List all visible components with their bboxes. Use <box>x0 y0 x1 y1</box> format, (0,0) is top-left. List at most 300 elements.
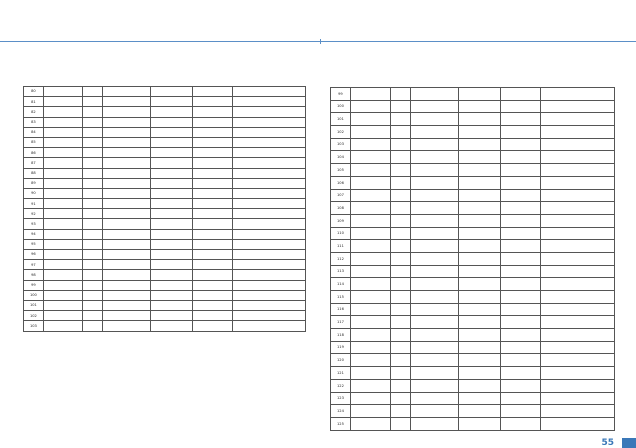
cell-no: 99 <box>24 280 44 290</box>
cell-notes <box>541 405 615 418</box>
cell-owner <box>458 240 501 253</box>
cell-no: 116 <box>331 303 351 316</box>
cell-notes <box>232 158 305 168</box>
cell-owner <box>458 278 501 291</box>
cell-type <box>83 270 103 280</box>
cell-no: 121 <box>331 367 351 380</box>
cell-location <box>102 107 150 117</box>
cell-owner <box>458 113 501 126</box>
cell-notes <box>541 341 615 354</box>
cell-no: 109 <box>331 214 351 227</box>
cell-no: 94 <box>24 229 44 239</box>
cell-name <box>43 280 82 290</box>
cell-owner <box>458 164 501 177</box>
cell-notes <box>232 97 305 107</box>
table-row <box>331 138 615 151</box>
cell-notes <box>232 260 305 270</box>
cell-no: 112 <box>331 252 351 265</box>
cell-location <box>102 127 150 137</box>
cell-notes <box>232 107 305 117</box>
cell-no: 103 <box>331 138 351 151</box>
cell-notes <box>232 178 305 188</box>
cell-name <box>350 189 390 202</box>
cell-owner <box>150 270 192 280</box>
cell-location <box>102 97 150 107</box>
cell-location <box>410 164 458 177</box>
cell-date <box>193 148 232 158</box>
cell-no: 124 <box>331 405 351 418</box>
cell-owner <box>458 151 501 164</box>
table-row <box>331 202 615 215</box>
cell-date <box>501 214 541 227</box>
cell-owner <box>150 107 192 117</box>
cell-location <box>102 260 150 270</box>
cell-location <box>102 87 150 97</box>
cell-location <box>102 311 150 321</box>
cell-name <box>43 107 82 117</box>
table-row <box>331 417 615 430</box>
cell-no: 106 <box>331 176 351 189</box>
cell-owner <box>458 176 501 189</box>
cell-date <box>501 88 541 101</box>
cell-no: 107 <box>331 189 351 202</box>
cell-location <box>410 405 458 418</box>
cell-type <box>390 202 410 215</box>
cell-notes <box>232 87 305 97</box>
cell-name <box>43 239 82 249</box>
table-row <box>24 300 306 310</box>
cell-date <box>193 209 232 219</box>
cell-owner <box>150 260 192 270</box>
cell-date <box>193 260 232 270</box>
cell-name <box>350 379 390 392</box>
cell-owner <box>458 354 501 367</box>
cell-type <box>83 321 103 331</box>
table-row <box>24 239 306 249</box>
cell-type <box>390 341 410 354</box>
cell-type <box>390 252 410 265</box>
table-row <box>331 126 615 139</box>
cell-name <box>350 252 390 265</box>
cell-location <box>102 158 150 168</box>
cell-location <box>410 240 458 253</box>
table-row <box>331 252 615 265</box>
cell-date <box>193 158 232 168</box>
cell-notes <box>541 164 615 177</box>
cell-date <box>193 321 232 331</box>
cell-date <box>193 219 232 229</box>
table-row <box>331 151 615 164</box>
table-row <box>331 214 615 227</box>
cell-name <box>43 178 82 188</box>
table-row <box>24 188 306 198</box>
cell-location <box>102 178 150 188</box>
cell-no: 101 <box>24 300 44 310</box>
cell-location <box>410 367 458 380</box>
cell-date <box>501 164 541 177</box>
cell-type <box>83 280 103 290</box>
cell-location <box>410 278 458 291</box>
cell-notes <box>541 417 615 430</box>
cell-name <box>350 341 390 354</box>
cell-no: 101 <box>331 113 351 126</box>
cell-notes <box>541 291 615 304</box>
cell-owner <box>458 316 501 329</box>
table-row <box>24 87 306 97</box>
cell-type <box>390 392 410 405</box>
cell-name <box>43 300 82 310</box>
table-row <box>24 209 306 219</box>
cell-type <box>390 354 410 367</box>
cell-name <box>350 329 390 342</box>
cell-location <box>410 227 458 240</box>
cell-owner <box>150 188 192 198</box>
cell-date <box>501 113 541 126</box>
cell-no: 89 <box>24 178 44 188</box>
cell-owner <box>458 138 501 151</box>
cell-location <box>102 168 150 178</box>
cell-owner <box>458 341 501 354</box>
cell-date <box>501 341 541 354</box>
cell-notes <box>541 354 615 367</box>
cell-date <box>193 107 232 117</box>
cell-date <box>501 265 541 278</box>
cell-location <box>410 113 458 126</box>
cell-name <box>43 137 82 147</box>
cell-type <box>83 300 103 310</box>
cell-date <box>501 176 541 189</box>
table-row <box>331 100 615 113</box>
cell-notes <box>541 316 615 329</box>
cell-no: 120 <box>331 354 351 367</box>
table-row <box>331 303 615 316</box>
cell-notes <box>232 148 305 158</box>
cell-date <box>193 137 232 147</box>
cell-notes <box>232 168 305 178</box>
cell-location <box>102 229 150 239</box>
cell-owner <box>150 117 192 127</box>
cell-notes <box>541 367 615 380</box>
cell-location <box>102 290 150 300</box>
cell-notes <box>232 127 305 137</box>
cell-date <box>193 311 232 321</box>
cell-type <box>390 151 410 164</box>
cell-notes <box>232 209 305 219</box>
table-row <box>24 321 306 331</box>
cell-owner <box>458 214 501 227</box>
cell-no: 108 <box>331 202 351 215</box>
cell-type <box>83 229 103 239</box>
cell-name <box>350 113 390 126</box>
header-rule <box>0 41 636 42</box>
table-row <box>331 291 615 304</box>
cell-date <box>501 252 541 265</box>
table-row <box>331 405 615 418</box>
cell-type <box>390 405 410 418</box>
cell-date <box>193 199 232 209</box>
cell-name <box>350 164 390 177</box>
cell-name <box>43 188 82 198</box>
cell-date <box>193 97 232 107</box>
cell-type <box>83 158 103 168</box>
cell-name <box>43 290 82 300</box>
cell-type <box>390 316 410 329</box>
cell-owner <box>458 126 501 139</box>
cell-name <box>350 176 390 189</box>
left-listing-table <box>23 86 306 332</box>
cell-location <box>410 379 458 392</box>
cell-name <box>350 354 390 367</box>
cell-date <box>501 126 541 139</box>
cell-notes <box>232 188 305 198</box>
cell-notes <box>541 202 615 215</box>
cell-owner <box>458 265 501 278</box>
cell-owner <box>150 239 192 249</box>
cell-owner <box>150 280 192 290</box>
header-rule-tick <box>320 39 321 44</box>
cell-owner <box>150 137 192 147</box>
cell-notes <box>541 240 615 253</box>
cell-owner <box>150 158 192 168</box>
cell-date <box>193 229 232 239</box>
cell-name <box>350 291 390 304</box>
table-row <box>331 316 615 329</box>
cell-no: 81 <box>24 97 44 107</box>
cell-notes <box>232 321 305 331</box>
cell-notes <box>232 270 305 280</box>
cell-notes <box>541 303 615 316</box>
cell-notes <box>541 100 615 113</box>
table-row <box>331 113 615 126</box>
cell-owner <box>458 379 501 392</box>
cell-date <box>501 240 541 253</box>
cell-no: 102 <box>24 311 44 321</box>
cell-no: 113 <box>331 265 351 278</box>
cell-location <box>410 265 458 278</box>
cell-date <box>501 291 541 304</box>
cell-no: 117 <box>331 316 351 329</box>
cell-notes <box>541 252 615 265</box>
cell-location <box>410 291 458 304</box>
cell-location <box>102 209 150 219</box>
table-row <box>24 137 306 147</box>
cell-owner <box>150 219 192 229</box>
cell-date <box>501 303 541 316</box>
cell-owner <box>150 209 192 219</box>
cell-no: 93 <box>24 219 44 229</box>
cell-location <box>102 148 150 158</box>
cell-name <box>350 316 390 329</box>
table-row <box>331 354 615 367</box>
table-row <box>331 227 615 240</box>
cell-name <box>350 138 390 151</box>
cell-notes <box>232 239 305 249</box>
cell-owner <box>458 100 501 113</box>
cell-name <box>43 127 82 137</box>
table-row <box>24 97 306 107</box>
cell-no: 92 <box>24 209 44 219</box>
cell-type <box>390 227 410 240</box>
cell-owner <box>150 168 192 178</box>
cell-notes <box>232 137 305 147</box>
cell-name <box>350 88 390 101</box>
table-row <box>331 176 615 189</box>
cell-location <box>102 188 150 198</box>
cell-type <box>390 265 410 278</box>
table-row <box>24 148 306 158</box>
cell-date <box>193 280 232 290</box>
cell-name <box>43 260 82 270</box>
cell-no: 103 <box>24 321 44 331</box>
cell-type <box>83 219 103 229</box>
cell-name <box>350 214 390 227</box>
cell-type <box>390 240 410 253</box>
cell-owner <box>458 291 501 304</box>
cell-type <box>390 291 410 304</box>
table-row <box>331 265 615 278</box>
cell-no: 122 <box>331 379 351 392</box>
cell-no: 115 <box>331 291 351 304</box>
table-row <box>24 260 306 270</box>
table-row <box>331 367 615 380</box>
cell-notes <box>232 117 305 127</box>
table-row <box>24 311 306 321</box>
cell-location <box>410 189 458 202</box>
cell-type <box>83 188 103 198</box>
table-row <box>331 164 615 177</box>
cell-date <box>501 138 541 151</box>
table-row <box>24 280 306 290</box>
cell-location <box>410 316 458 329</box>
cell-no: 90 <box>24 188 44 198</box>
cell-type <box>83 107 103 117</box>
cell-location <box>102 219 150 229</box>
cell-owner <box>458 329 501 342</box>
cell-location <box>410 341 458 354</box>
cell-date <box>193 270 232 280</box>
cell-notes <box>232 250 305 260</box>
right-listing-table <box>330 87 615 431</box>
cell-no: 95 <box>24 239 44 249</box>
cell-no: 123 <box>331 392 351 405</box>
cell-type <box>390 164 410 177</box>
cell-no: 118 <box>331 329 351 342</box>
cell-date <box>193 87 232 97</box>
cell-name <box>43 148 82 158</box>
cell-name <box>43 270 82 280</box>
cell-location <box>102 300 150 310</box>
cell-location <box>410 176 458 189</box>
cell-name <box>350 392 390 405</box>
cell-notes <box>541 126 615 139</box>
cell-date <box>501 417 541 430</box>
table-row <box>331 189 615 202</box>
table-row <box>24 290 306 300</box>
cell-location <box>410 100 458 113</box>
cell-no: 114 <box>331 278 351 291</box>
cell-location <box>102 250 150 260</box>
cell-date <box>193 117 232 127</box>
cell-notes <box>232 311 305 321</box>
page-number-bar <box>622 438 636 448</box>
cell-date <box>501 367 541 380</box>
cell-no: 91 <box>24 199 44 209</box>
cell-no: 98 <box>24 270 44 280</box>
table-row <box>24 219 306 229</box>
cell-notes <box>541 392 615 405</box>
cell-location <box>102 117 150 127</box>
cell-no: 86 <box>24 148 44 158</box>
table-row <box>24 199 306 209</box>
cell-no: 84 <box>24 127 44 137</box>
cell-name <box>43 229 82 239</box>
cell-type <box>83 239 103 249</box>
cell-owner <box>150 127 192 137</box>
cell-type <box>83 117 103 127</box>
cell-notes <box>541 265 615 278</box>
cell-owner <box>150 178 192 188</box>
table-row <box>331 329 615 342</box>
cell-location <box>410 303 458 316</box>
table-row <box>331 341 615 354</box>
cell-date <box>501 278 541 291</box>
cell-notes <box>541 88 615 101</box>
cell-no: 99 <box>331 88 351 101</box>
cell-date <box>193 239 232 249</box>
cell-owner <box>458 417 501 430</box>
cell-location <box>410 151 458 164</box>
cell-owner <box>150 229 192 239</box>
cell-type <box>390 176 410 189</box>
cell-owner <box>150 321 192 331</box>
cell-no: 119 <box>331 341 351 354</box>
table-row <box>331 379 615 392</box>
cell-no: 125 <box>331 417 351 430</box>
cell-type <box>83 148 103 158</box>
cell-location <box>410 88 458 101</box>
cell-owner <box>458 392 501 405</box>
cell-date <box>193 168 232 178</box>
cell-date <box>501 227 541 240</box>
cell-owner <box>458 189 501 202</box>
cell-no: 80 <box>24 87 44 97</box>
cell-owner <box>150 300 192 310</box>
cell-type <box>83 260 103 270</box>
table-row <box>24 178 306 188</box>
cell-date <box>193 127 232 137</box>
cell-location <box>102 270 150 280</box>
table-row <box>24 229 306 239</box>
cell-no: 111 <box>331 240 351 253</box>
cell-owner <box>458 367 501 380</box>
cell-notes <box>232 229 305 239</box>
cell-name <box>350 265 390 278</box>
cell-no: 100 <box>331 100 351 113</box>
cell-type <box>390 214 410 227</box>
cell-notes <box>541 113 615 126</box>
cell-type <box>390 278 410 291</box>
cell-name <box>350 227 390 240</box>
cell-notes <box>541 176 615 189</box>
cell-type <box>83 97 103 107</box>
cell-notes <box>232 199 305 209</box>
cell-location <box>410 392 458 405</box>
cell-name <box>350 417 390 430</box>
cell-name <box>43 87 82 97</box>
cell-no: 88 <box>24 168 44 178</box>
cell-date <box>501 100 541 113</box>
cell-date <box>501 379 541 392</box>
